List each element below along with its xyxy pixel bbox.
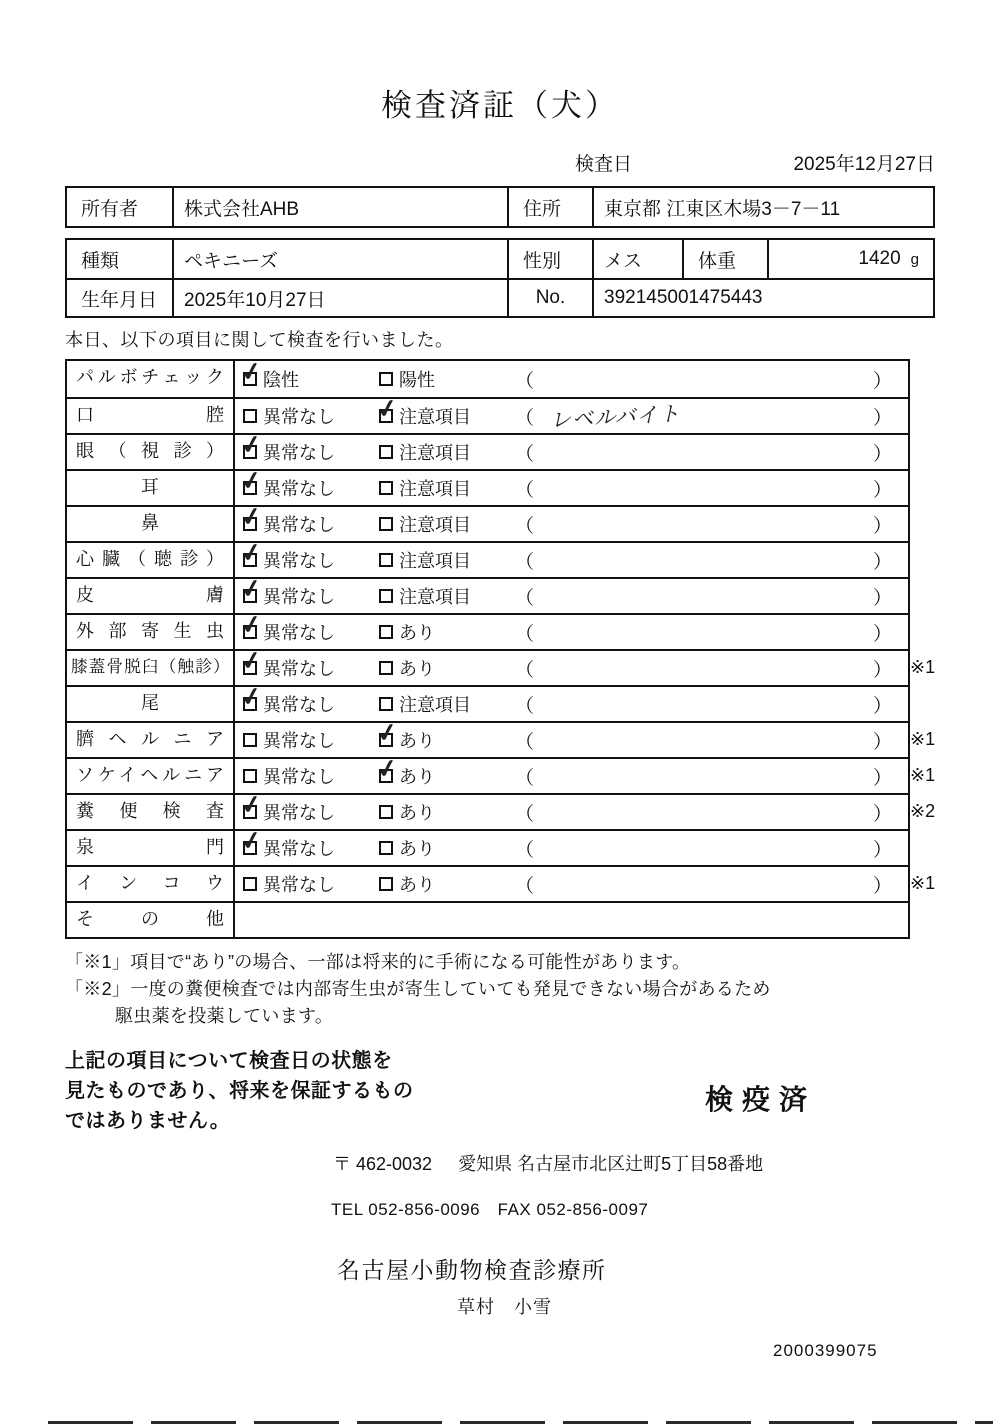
- paren-open: （: [515, 479, 535, 501]
- result-parentheses: [515, 799, 908, 826]
- checkbox: [379, 481, 393, 495]
- paren-open: （: [515, 875, 535, 897]
- animal-row-1: [67, 240, 933, 278]
- checkbox-label: 注意項目: [399, 443, 471, 463]
- footnote-2: 「※2」一度の糞便検査では内部寄生虫が寄生していても発見できない場合があるため: [65, 979, 771, 999]
- inspection-date-label: 検査日: [575, 154, 633, 175]
- result-parentheses: [515, 763, 908, 790]
- check-mark-icon: ✓: [238, 465, 265, 497]
- check-mark-icon: ✓: [238, 789, 265, 821]
- owner-value: 株式会社AHB: [172, 188, 507, 226]
- paren-close: ）: [872, 659, 892, 681]
- checkbox-option: [379, 871, 515, 897]
- inspection-row: [67, 789, 936, 829]
- checkbox: [379, 625, 393, 639]
- checkbox: [379, 805, 393, 819]
- paren-close: ）: [872, 623, 892, 645]
- checkbox-option: [379, 799, 515, 825]
- checkbox: [238, 789, 265, 821]
- paren-open-group: [515, 727, 534, 754]
- checkbox-label: あり: [399, 767, 435, 787]
- inspection-row: [67, 429, 908, 469]
- inspection-item-label: 心臓（聴診）: [67, 543, 235, 577]
- checkbox-label: 陽性: [399, 370, 435, 390]
- paren-close: ）: [872, 839, 892, 861]
- result-parentheses: [515, 655, 908, 682]
- paren-open-group: [515, 583, 534, 610]
- paren-open-group: [515, 835, 534, 862]
- checkbox: [238, 681, 265, 713]
- inspection-row: [67, 465, 908, 505]
- breed-value: ペキニーズ: [172, 240, 507, 278]
- check-mark-icon: ✓: [238, 573, 265, 605]
- checkbox-label: 異常なし: [263, 839, 335, 859]
- address-label: 住所: [507, 188, 592, 226]
- checkbox: [238, 609, 265, 641]
- result-parentheses: [515, 727, 908, 754]
- inspection-row-content: [235, 903, 908, 937]
- inspection-item-label: 外部寄生虫: [67, 615, 235, 649]
- checkbox-label: 注意項目: [399, 551, 471, 571]
- handwritten-note: レベルバイト: [549, 402, 682, 433]
- checkbox: [379, 697, 393, 711]
- footnote-2-cont: 駆虫薬を投薬しています。: [115, 1006, 334, 1026]
- result-parentheses: [515, 835, 908, 862]
- checkbox: [243, 877, 257, 891]
- paren-open: （: [515, 370, 535, 392]
- checkbox-option: [379, 547, 515, 573]
- inspection-row-content: [235, 825, 908, 865]
- checkbox-option: [243, 871, 379, 897]
- checkbox-option: [238, 789, 379, 825]
- breed-label: 種類: [81, 250, 120, 272]
- checkbox-option: [238, 681, 379, 717]
- checkbox: [243, 409, 257, 423]
- footnote-1: 「※1」項目で“あり”の場合、一部は将来的に手術になる可能性があります。: [65, 952, 691, 972]
- content-wrap: [65, 0, 935, 1361]
- inspection-item-label: 皮膚: [67, 579, 235, 613]
- checkbox: [379, 517, 393, 531]
- inspection-table: [65, 356, 936, 939]
- checkbox-option: [243, 403, 379, 429]
- checkbox: [379, 445, 393, 459]
- checkbox-label: 注意項目: [399, 695, 471, 715]
- no-value: 392145001475443: [592, 280, 933, 316]
- paren-close: ）: [872, 407, 892, 429]
- quarantine-stamp: 検疫済: [705, 1084, 817, 1115]
- check-mark-icon: ✓: [238, 537, 265, 569]
- check-mark-icon: ✓: [374, 393, 401, 425]
- paren-close: ）: [872, 767, 892, 789]
- check-mark-icon: ✓: [238, 825, 265, 857]
- inspection-item-label: インコウ: [67, 867, 235, 901]
- checkbox: [243, 733, 257, 747]
- clinic-postal-code: 〒 462-0032: [333, 1154, 433, 1174]
- checkbox: [238, 573, 265, 605]
- checkbox-label: 異常なし: [263, 551, 335, 571]
- check-mark-icon: ✓: [238, 645, 265, 677]
- veterinarian-name: 草村 小雪: [457, 1297, 552, 1317]
- checkbox: [379, 553, 393, 567]
- inspection-item-label: 耳: [67, 471, 235, 505]
- checkbox-label: 注意項目: [399, 587, 471, 607]
- paren-close: ）: [872, 803, 892, 825]
- inspection-row-content: [235, 789, 908, 829]
- check-mark-icon: ✓: [374, 753, 401, 785]
- serial-number: 2000399075: [773, 1341, 878, 1360]
- clinic-tel-fax: TEL 052-856-0096 FAX 052-856-0097: [331, 1200, 649, 1219]
- checkbox-label: 異常なし: [263, 479, 335, 499]
- checkbox: [379, 841, 393, 855]
- checkbox-label: 異常なし: [263, 695, 335, 715]
- footnote-mark: ※1: [910, 729, 936, 749]
- checkbox: [374, 717, 401, 749]
- paren-open-group: [515, 511, 534, 538]
- checkbox-option: [238, 573, 379, 609]
- paren-open-group: [515, 871, 534, 898]
- inspection-row: [67, 681, 908, 721]
- inspection-item-label: ソケイヘルニア: [67, 759, 235, 793]
- inspection-row-content: [235, 645, 908, 685]
- checkbox-label: 異常なし: [263, 515, 335, 535]
- no-label: No.: [507, 280, 592, 316]
- inspection-row: [67, 717, 936, 757]
- paren-close: ）: [872, 515, 892, 537]
- clinic-address: 愛知県 名古屋市北区辻町5丁目58番地: [458, 1154, 764, 1174]
- footnote-mark: ※1: [910, 765, 936, 785]
- inspection-row-content: [235, 753, 908, 793]
- checkbox-option: [243, 727, 379, 753]
- checkbox-label: あり: [399, 803, 435, 823]
- checkbox-option: [379, 366, 515, 392]
- checkbox-label: あり: [399, 659, 435, 679]
- checkbox-option: [238, 609, 379, 645]
- inspection-row: [67, 645, 936, 685]
- checkbox-label: 異常なし: [263, 803, 335, 823]
- checkbox: [243, 769, 257, 783]
- checkbox-option: [379, 475, 515, 501]
- checkbox-label: あり: [399, 875, 435, 895]
- paren-open: （: [515, 695, 535, 717]
- inspection-item-label: 尾: [67, 687, 235, 721]
- inspection-item-label: 眼（視診）: [67, 435, 235, 469]
- paren-open: （: [515, 767, 535, 789]
- checkbox-label: 異常なし: [263, 659, 335, 679]
- paren-open: （: [515, 551, 535, 573]
- paren-close: ）: [872, 479, 892, 501]
- paren-open-group: [515, 655, 534, 682]
- inspection-row-content: [235, 537, 908, 577]
- inspection-item-label: 泉門: [67, 831, 235, 865]
- checkbox-option: [238, 645, 379, 681]
- checkbox-option: [238, 537, 379, 573]
- result-parentheses: [515, 871, 908, 898]
- inspection-date-row: [65, 149, 935, 176]
- paren-close: ）: [872, 443, 892, 465]
- checkbox-option: [379, 691, 515, 717]
- checkbox: [379, 589, 393, 603]
- paren-open-group: [515, 547, 534, 574]
- checkbox: [238, 537, 265, 569]
- result-parentheses: [515, 619, 908, 646]
- weight-label: 体重: [682, 240, 767, 278]
- checkbox-label: 注意項目: [399, 515, 471, 535]
- footnote-mark: ※2: [910, 801, 936, 821]
- paren-close: ）: [872, 587, 892, 609]
- inspection-row-content: [235, 429, 908, 469]
- checkbox-option: [379, 655, 515, 681]
- footnote-mark: ※1: [910, 657, 936, 677]
- paren-close: ）: [872, 731, 892, 753]
- inspection-item-label: 膝蓋骨脱臼（触診）: [67, 651, 235, 685]
- inspection-row-content: [235, 573, 908, 613]
- checkbox-option: [238, 429, 379, 465]
- paren-close: ）: [872, 551, 892, 573]
- inspection-item-label: 糞便検査: [67, 795, 235, 829]
- checkbox-label: 注意項目: [399, 407, 471, 427]
- clinic-address-line: [333, 1150, 935, 1176]
- inspection-row: [67, 825, 908, 865]
- paren-close: ）: [872, 875, 892, 897]
- checkbox: [379, 877, 393, 891]
- checkbox-option: [374, 717, 515, 753]
- disclaimer-line-1: 上記の項目について検査日の状態を: [65, 1050, 393, 1072]
- checkbox: [238, 645, 265, 677]
- checkbox: [238, 356, 265, 388]
- result-parentheses: [515, 583, 908, 610]
- checkbox-label: 異常なし: [263, 587, 335, 607]
- inspection-row: [67, 501, 908, 541]
- inspection-item-label: 口腔: [67, 399, 235, 433]
- inspection-row: [67, 393, 908, 433]
- checkbox-option: [238, 465, 379, 501]
- checkbox-label: 陰性: [263, 370, 299, 390]
- checkbox-label: 異常なし: [263, 731, 335, 751]
- inspection-item-label: パルボチェック: [67, 361, 235, 397]
- paren-open: （: [515, 839, 535, 861]
- paren-open-group: [515, 366, 534, 393]
- inspection-item-label: 鼻: [67, 507, 235, 541]
- weight-value-cell: [767, 240, 933, 278]
- result-parentheses: [515, 511, 908, 538]
- checkbox-option: [374, 753, 515, 789]
- result-parentheses: [515, 547, 908, 574]
- checkbox-label: 異常なし: [263, 767, 335, 787]
- birthdate-value: 2025年10月27日: [172, 280, 507, 316]
- checkbox-label: 注意項目: [399, 479, 471, 499]
- birthdate-label: 生年月日: [81, 289, 158, 311]
- inspection-item-label: 臍ヘルニア: [67, 723, 235, 757]
- inspection-row: [67, 901, 908, 937]
- paren-open: （: [515, 515, 535, 537]
- inspection-row-content: [235, 356, 908, 397]
- check-mark-icon: ✓: [238, 429, 265, 461]
- paren-open-group: [515, 799, 534, 826]
- checkbox: [379, 372, 393, 386]
- check-mark-icon: ✓: [238, 356, 265, 388]
- owner-table: [65, 186, 935, 228]
- check-mark-icon: ✓: [374, 717, 401, 749]
- owner-row: [67, 188, 933, 226]
- checkbox-label: あり: [399, 731, 435, 751]
- inspection-row-content: [235, 681, 908, 721]
- bottom-section: [65, 1046, 935, 1361]
- inspection-row: [67, 573, 908, 613]
- clinic-name: 名古屋小動物検査診療所: [337, 1257, 607, 1283]
- result-parentheses: [515, 366, 908, 393]
- sex-label: 性別: [507, 240, 592, 278]
- owner-label: 所有者: [81, 198, 139, 220]
- inspection-date-value: 2025年12月27日: [793, 154, 935, 175]
- checkbox: [238, 465, 265, 497]
- intro-text: 本日、以下の項目に関して検査を行いました。: [65, 330, 454, 350]
- footnotes: [65, 949, 935, 1030]
- checkbox-label: あり: [399, 623, 435, 643]
- checkbox-label: 異常なし: [263, 623, 335, 643]
- checkbox: [374, 753, 401, 785]
- paren-open: （: [515, 803, 535, 825]
- address-value: 東京都 江東区木場3－7－11: [592, 188, 933, 226]
- checkbox-option: [379, 439, 515, 465]
- checkbox-option: [243, 763, 379, 789]
- paren-open-group: [515, 439, 534, 466]
- weight-value: 1420: [858, 248, 901, 269]
- checkbox-label: 異常なし: [263, 875, 335, 895]
- inspection-row: [67, 537, 908, 577]
- disclaimer-line-2: 見たものであり、将来を保証するもの: [65, 1080, 414, 1102]
- check-mark-icon: ✓: [238, 681, 265, 713]
- checkbox-option: [238, 356, 379, 392]
- inspection-row: [67, 356, 908, 397]
- paren-open-group: [515, 691, 534, 718]
- checkbox-option: [379, 619, 515, 645]
- inspection-row-content: [235, 867, 908, 901]
- checkbox-label: あり: [399, 839, 435, 859]
- checkbox-label: 異常なし: [263, 407, 335, 427]
- paren-open-group: [515, 401, 681, 431]
- checkbox: [238, 429, 265, 461]
- paren-open-group: [515, 763, 534, 790]
- paren-open: （: [515, 731, 535, 753]
- animal-row-2: [67, 278, 933, 316]
- disclaimer-line-3: ではありません。: [65, 1110, 231, 1132]
- paren-open-group: [515, 619, 534, 646]
- weight-unit: g: [910, 250, 919, 268]
- checkbox-option: [379, 835, 515, 861]
- check-mark-icon: ✓: [238, 501, 265, 533]
- animal-table: [65, 238, 935, 318]
- checkbox-option: [379, 511, 515, 537]
- inspection-row-content: [235, 609, 908, 649]
- scan-edge-artifact: [48, 1421, 993, 1424]
- result-parentheses: [515, 439, 908, 466]
- checkbox-label: 異常なし: [263, 443, 335, 463]
- paren-close: ）: [872, 695, 892, 717]
- checkbox-option: [374, 393, 515, 429]
- result-parentheses: [515, 401, 908, 431]
- paren-open: （: [515, 659, 535, 681]
- checkbox-option: [379, 583, 515, 609]
- inspection-row: [67, 865, 936, 901]
- result-parentheses: [515, 691, 908, 718]
- inspection-row: [67, 609, 908, 649]
- checkbox: [374, 393, 401, 425]
- paren-close: ）: [872, 370, 892, 392]
- checkbox: [238, 501, 265, 533]
- sex-value: メス: [592, 240, 682, 278]
- inspection-item-label: その他: [67, 903, 235, 937]
- check-mark-icon: ✓: [238, 609, 265, 641]
- paren-open-group: [515, 475, 534, 502]
- checkbox-option: [238, 501, 379, 537]
- inspection-row-content: [235, 465, 908, 505]
- page-title: 検査済証（犬）: [381, 88, 619, 123]
- inspection-row-content: [235, 393, 908, 433]
- inspection-row: [67, 753, 936, 793]
- paren-open: （: [515, 623, 535, 645]
- footnote-mark: ※1: [910, 873, 936, 893]
- result-parentheses: [515, 475, 908, 502]
- checkbox: [238, 825, 265, 857]
- inspection-row-content: [235, 501, 908, 541]
- paren-open: （: [515, 587, 535, 609]
- checkbox: [379, 661, 393, 675]
- checkbox-option: [238, 825, 379, 861]
- paren-open: （: [515, 443, 535, 465]
- inspection-row-content: [235, 717, 908, 757]
- paren-open: （: [515, 407, 535, 429]
